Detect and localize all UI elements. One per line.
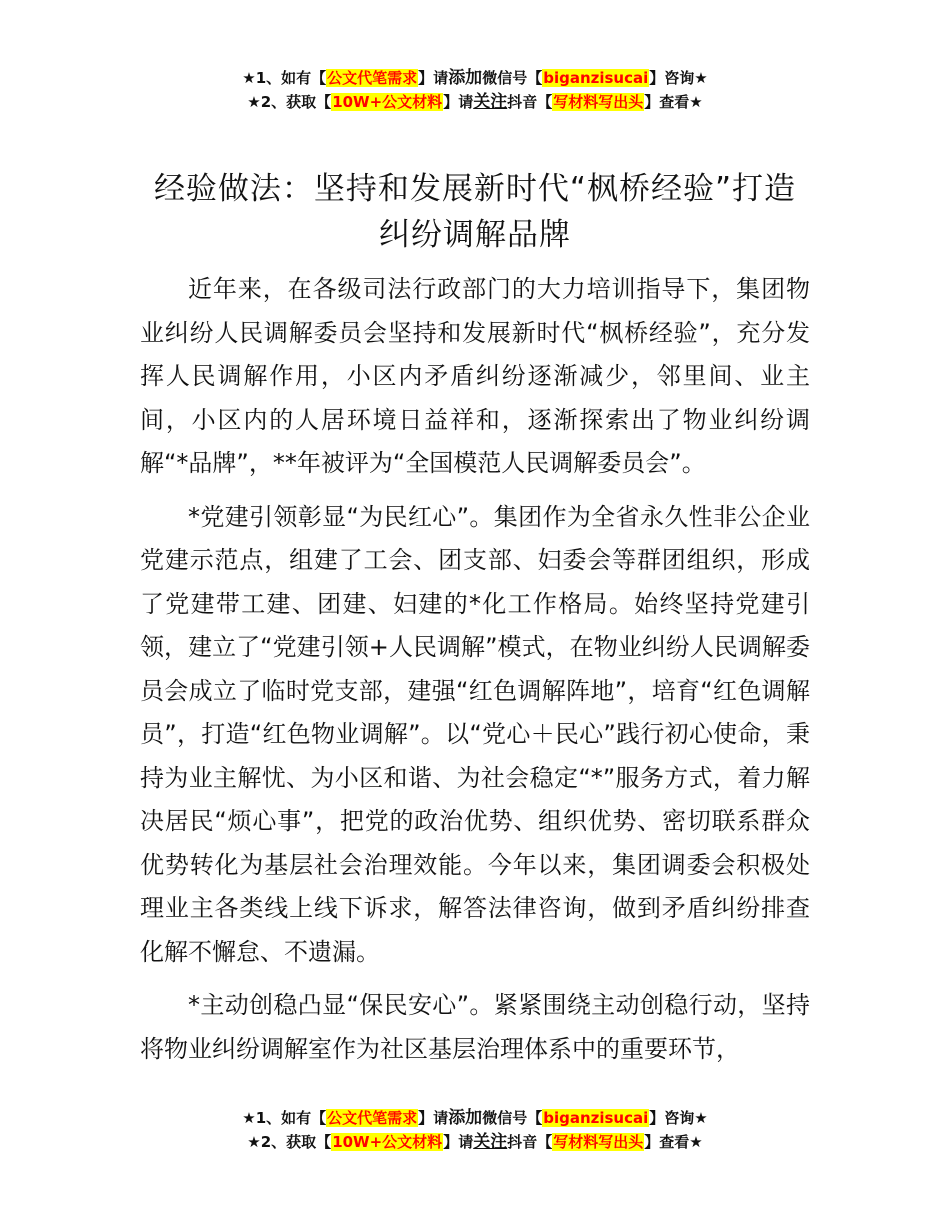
banner-emphasis: 关注 (473, 92, 508, 112)
banner-text: ★2、获取【 (247, 1133, 332, 1151)
highlight-materials: 10W+公文材料 (332, 1133, 443, 1151)
header-banner (0, 66, 950, 114)
banner-text: 】请 (418, 69, 449, 87)
highlight-douyin: 写材料写出头 (553, 93, 644, 111)
paragraph-party-building: *党建引领彰显“为民红心”。集团作为全省永久性非公企业党建示范点，组建了工会、团支部、妇委会等群团组织，形成了党建带工建、团建、妇建的*化工作格局。始终坚持党建引领，建立了“党建引领+人民调解”模式，在物业纠纷人民调解委员会成立了临时党支部，建强“红色调解阵地”，培育“红色调解员”，打造“红色物业调解”。以“党心＋民心”践行初心使命，秉持为业主解忧、为小区和谐、为社会稳定“*”服务方式，着力解决居民“烦心事”，把党的政治优势、组织优势、密切联系群众优势转化为基层社会治理效能。今年以来，集团调委会积极处理业主各类线上线下诉求，解答法律咨询，做到矛盾纠纷排查化解不懈怠、不遗漏。 (140, 502, 810, 966)
banner-text: 】请 (418, 1109, 449, 1127)
banner-text: 】查看★ (644, 93, 703, 111)
banner-line-1 (0, 1106, 950, 1130)
banner-line-2 (0, 90, 950, 114)
highlight-wechat-id: biganzisucai (543, 1109, 649, 1127)
banner-line-2 (0, 1130, 950, 1154)
banner-text: 抖音【 (507, 1133, 553, 1151)
banner-text: ★1、如有【 (242, 69, 327, 87)
paragraph-stability: *主动创稳凸显“保民安心”。紧紧围绕主动创稳行动，坚持将物业纠纷调解室作为社区基层治理体系中的重要环节， (140, 991, 810, 1063)
banner-text: 微信号【 (482, 69, 543, 87)
banner-emphasis: 添加 (448, 68, 483, 88)
footer-banner (0, 1106, 950, 1154)
banner-text: 】请 (443, 1133, 474, 1151)
highlight-douyin: 写材料写出头 (553, 1133, 644, 1151)
banner-text: ★1、如有【 (242, 1109, 327, 1127)
banner-emphasis: 关注 (473, 1132, 508, 1152)
banner-text: 】请 (443, 93, 474, 111)
banner-text: 】咨询★ (649, 69, 708, 87)
paragraph-intro: 近年来，在各级司法行政部门的大力培训指导下，集团物业纠纷人民调解委员会坚持和发展新时代“枫桥经验”，充分发挥人民调解作用，小区内矛盾纠纷逐渐减少，邻里间、业主间，小区内的人居环境日益祥和，逐渐探索出了物业纠纷调解“*品牌”，**年被评为“全国模范人民调解委员会”。 (140, 275, 810, 477)
banner-text: 微信号【 (482, 1109, 543, 1127)
highlight-wechat-id: biganzisucai (543, 69, 649, 87)
banner-line-1 (0, 66, 950, 90)
highlight-ghostwriting: 公文代笔需求 (327, 1109, 418, 1127)
banner-text: 】查看★ (644, 1133, 703, 1151)
highlight-materials: 10W+公文材料 (332, 93, 443, 111)
banner-emphasis: 添加 (448, 1108, 483, 1128)
banner-text: 】咨询★ (649, 1109, 708, 1127)
document-body (140, 268, 810, 1081)
highlight-ghostwriting: 公文代笔需求 (327, 69, 418, 87)
banner-text: 抖音【 (507, 93, 553, 111)
banner-text: ★2、获取【 (247, 93, 332, 111)
document-title: 经验做法：坚持和发展新时代“枫桥经验”打造纠纷调解品牌 (153, 171, 797, 253)
